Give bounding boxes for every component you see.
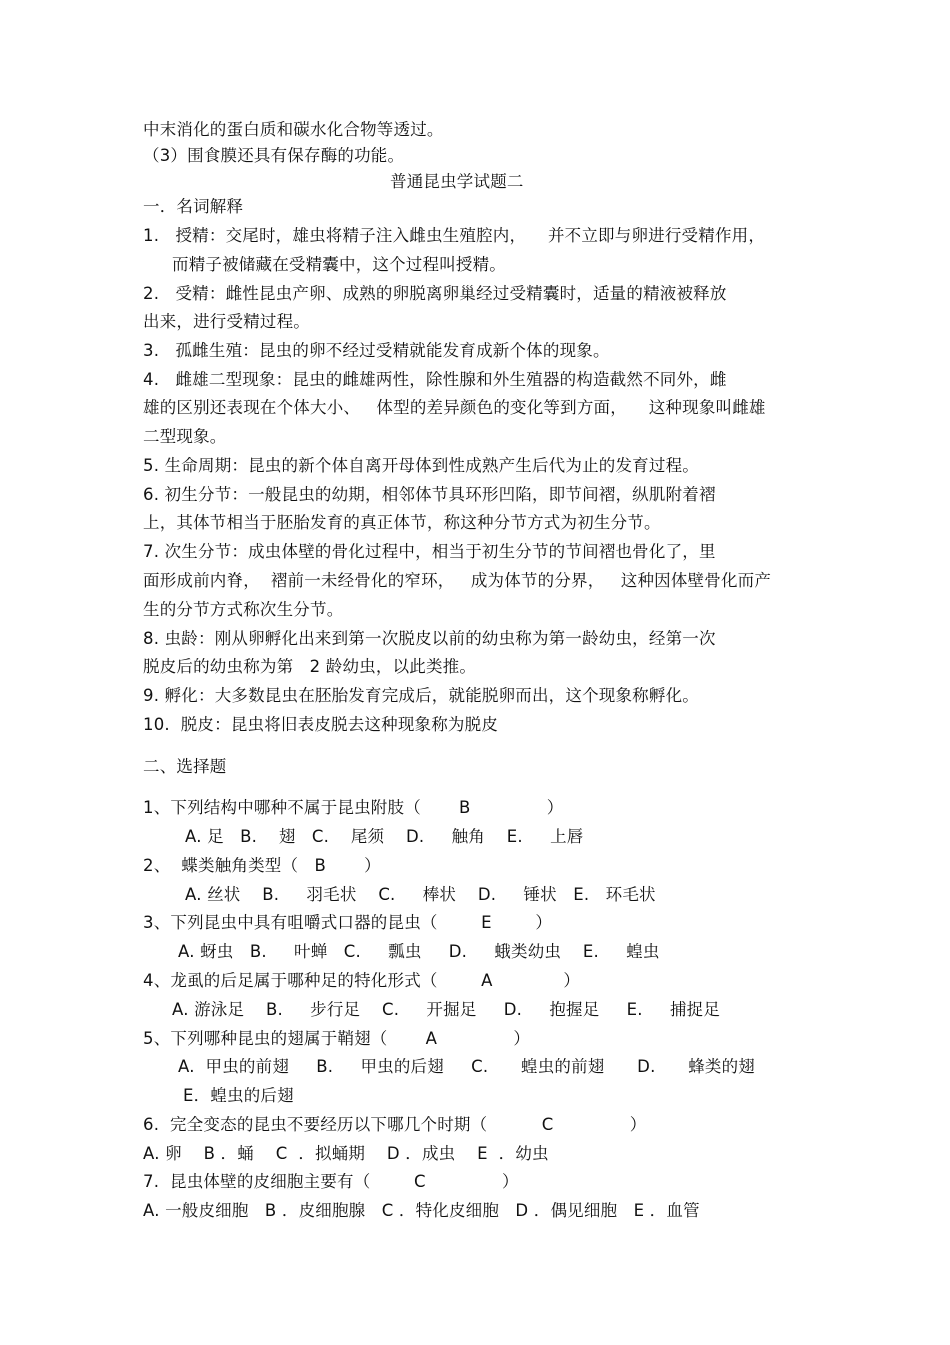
term-4-line-2: 雄的区别还表现在个体大小、 体型的差异颜色的变化等到方面， 这种现象叫雌雄	[143, 398, 766, 417]
term-1-line-1: 1. 授精：交尾时，雄虫将精子注入雌虫生殖腔内， 并不立即与卵进行受精作用，	[143, 226, 766, 245]
term-6-line-2: 上，其体节相当于胚胎发育的真正体节，称这种分节方式为初生分节。	[143, 513, 661, 532]
question-5-options: A. 甲虫的前翅 B. 甲虫的后翅 C. 蝗虫的前翅 D. 蜂类的翅	[178, 1057, 755, 1076]
question-5-options-cont: E．蝗虫的后翅	[183, 1086, 294, 1105]
term-5-line-1: 5. 生命周期：昆虫的新个体自离开母体到性成熟产生后代为止的发育过程。	[143, 456, 699, 475]
question-2-options: A. 丝状 B. 羽毛状 C. 棒状 D. 锤状 E. 环毛状	[185, 885, 656, 904]
question-4-stem: 4、龙虱的后足属于哪种足的特化形式（ A ）	[143, 971, 581, 990]
term-7-line-3: 生的分节方式称次生分节。	[143, 600, 344, 619]
page-title: 普通昆虫学试题二	[390, 172, 524, 191]
question-7-stem: 7. 昆虫体壁的皮细胞主要有（ C ）	[143, 1172, 519, 1191]
question-3-stem: 3、下列昆虫中具有咀嚼式口器的昆虫（ E ）	[143, 913, 553, 932]
term-6-line-1: 6. 初生分节：一般昆虫的幼期，相邻体节具环形凹陷，即节间褶，纵肌附着褶	[143, 485, 716, 504]
question-6-options: A. 卵 B ．蛹 C ．拟蛹期 D ．成虫 E ．幼虫	[143, 1144, 549, 1163]
question-1-options: A. 足 B. 翅 C. 尾须 D. 触角 E. 上唇	[185, 827, 584, 846]
term-2-line-1: 2. 受精：雌性昆虫产卵、成熟的卵脱离卵巢经过受精囊时，适量的精液被释放	[143, 284, 727, 303]
term-7-line-2: 面形成前内脊， 褶前一未经骨化的窄环， 成为体节的分界， 这种因体壁骨化而产	[143, 571, 772, 590]
question-3-options: A. 蚜虫 B. 叶蝉 C. 瓢虫 D. 蛾类幼虫 E. 蝗虫	[178, 942, 660, 961]
term-9-line-1: 9. 孵化：大多数昆虫在胚胎发育完成后，就能脱卵而出，这个现象称孵化。	[143, 686, 699, 705]
term-2-line-2: 出来，进行受精过程。	[143, 312, 310, 331]
term-10-line-1: 10. 脱皮：昆虫将旧表皮脱去这种现象称为脱皮	[143, 715, 499, 734]
term-8-line-1: 8. 虫龄：刚从卵孵化出来到第一次脱皮以前的幼虫称为第一龄幼虫，经第一次	[143, 629, 716, 648]
term-4-line-1: 4. 雌雄二型现象：昆虫的雌雄两性，除性腺和外生殖器的构造截然不同外，雌	[143, 370, 727, 389]
question-6-stem: 6. 完全变态的昆虫不要经历以下哪几个时期（ C ）	[143, 1115, 647, 1134]
question-7-options: A. 一般皮细胞 B ．皮细胞腺 C ．特化皮细胞 D ．偶见细胞 E ．血管	[143, 1201, 700, 1220]
section-2-heading: 二、选择题	[143, 757, 227, 776]
question-5-stem: 5、下列哪种昆虫的翅属于鞘翅（ A ）	[143, 1029, 531, 1048]
continued-line-2: （3）围食膜还具有保存酶的功能。	[143, 146, 405, 165]
term-3-line-1: 3. 孤雌生殖：昆虫的卵不经过受精就能发育成新个体的现象。	[143, 341, 610, 360]
term-4-line-3: 二型现象。	[143, 427, 227, 446]
term-7-line-1: 7. 次生分节：成虫体壁的骨化过程中，相当于初生分节的节间褶也骨化了，里	[143, 542, 716, 561]
term-1-line-2: 而精子被储藏在受精囊中，这个过程叫授精。	[172, 255, 506, 274]
question-1-stem: 1、下列结构中哪种不属于昆虫附肢（ B ）	[143, 798, 564, 817]
section-1-heading: 一．名词解释	[143, 197, 244, 216]
question-4-options: A. 游泳足 B. 步行足 C. 开掘足 D. 抱握足 E. 捕捉足	[172, 1000, 721, 1019]
continued-line-1: 中末消化的蛋白质和碳水化合物等透过。	[143, 120, 444, 139]
question-2-stem: 2、 蝶类触角类型（ B ）	[143, 856, 381, 875]
term-8-line-2: 脱皮后的幼虫称为第 2 龄幼虫，以此类推。	[143, 657, 477, 676]
